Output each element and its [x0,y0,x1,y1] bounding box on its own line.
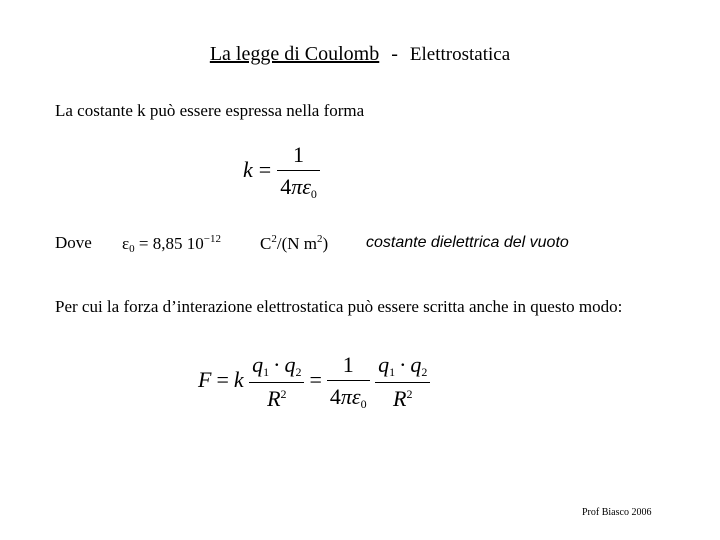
formula-f-frac2-num: 1 [342,352,354,377]
q1-sub: 1 [263,365,270,379]
q1-sub-b: 1 [389,365,396,379]
epsilon-sub: 0 [129,243,135,255]
paragraph-text: Per cui la forza d’interazione elettrostatica può essere scritta anche in questo modo: [55,297,623,316]
q2-sub-b: 2 [421,365,428,379]
unit-close: ) [322,234,329,253]
formula-k-lhs: k [243,157,253,183]
formula-f-frac1-num [249,352,304,382]
unit-m-exp: 2 [316,233,323,245]
formula-f-frac3-den [375,382,430,412]
formula-k-den-sub: 0 [310,187,317,201]
q2-symbol: q [284,352,296,377]
unit-rest: /(N m [276,234,317,253]
formula-k [243,142,320,202]
unit-c: C [260,234,272,253]
title-main: La legge di Coulomb [209,43,380,65]
q2-symbol-b: q [410,352,422,377]
formula-f-frac1-den [249,382,304,412]
r-exp-2: 2 [406,387,413,401]
epsilon-number: = 8,85 10 [134,234,204,253]
formula-f-k: k [233,367,244,393]
formula-k-denominator [277,170,320,202]
q1-symbol-b: q [378,352,390,377]
q2-sub: 2 [295,365,302,379]
dove-label: Dove [55,233,92,252]
footer-credit: Prof Biasco 2006 [582,507,652,518]
eps-symbol: ε [351,384,361,409]
formula-k-numerator: 1 [293,142,305,167]
four: 4 [329,384,341,409]
epsilon-units [260,233,328,254]
formula-k-den-pi: π [291,174,303,199]
formula-f-fraction-3 [375,352,430,412]
formula-f-equals-1: = [216,367,229,393]
formula-f-frac2-den [327,380,370,412]
r-symbol-2: R [393,386,407,411]
epsilon-symbol: ε [122,234,130,253]
q1-symbol: q [252,352,264,377]
formula-k-den-eps: ε [302,174,311,199]
epsilon-description: costante dielettrica del vuoto [366,234,569,251]
eps-sub: 0 [360,397,367,411]
formula-f-equals-2: = [309,367,322,393]
title-separator: - [391,43,398,65]
pi-symbol: π [340,384,352,409]
formula-f-fraction-1 [249,352,304,412]
intro-text: La costante k può essere espressa nella forma [55,101,365,120]
title-subtitle: Elettrostatica [409,44,511,65]
formula-k-den-coeff: 4 [280,174,292,199]
epsilon-value [122,233,221,255]
page-title [0,43,720,66]
formula-force [198,352,430,412]
formula-f-fraction-2 [327,352,370,412]
unit-c-exp: 2 [271,233,277,245]
dot-1: · [273,352,281,377]
formula-k-equals: = [258,157,272,183]
formula-k-fraction [277,142,320,202]
formula-f-frac3-num [375,352,430,382]
r-symbol-1: R [267,386,281,411]
epsilon-exponent: −12 [203,233,221,245]
dot-2: · [399,352,407,377]
r-exp-1: 2 [280,387,287,401]
formula-f-lhs: F [198,367,212,393]
